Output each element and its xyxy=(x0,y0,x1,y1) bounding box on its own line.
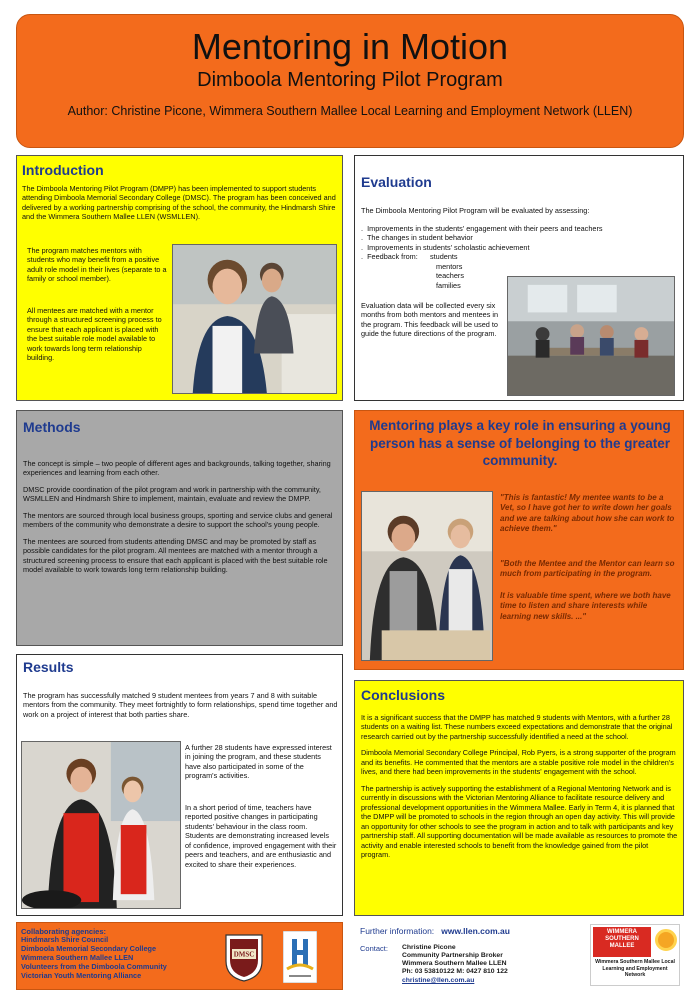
evaluation-item: . Feedback from: students xyxy=(361,252,458,262)
poster-header xyxy=(16,14,684,148)
conclusions-body xyxy=(361,713,679,867)
poster-subtitle: Dimboola Mentoring Pilot Program xyxy=(197,68,503,91)
methods-p3: The mentors are sourced through local business groups, sporting and service clubs and general members of the community who demonstrate a desire to support the school's young people. xyxy=(23,510,333,530)
llen-logo xyxy=(590,924,680,986)
agency-item: Victorian Youth Mentoring Alliance xyxy=(21,970,142,980)
contact-details xyxy=(402,944,508,985)
agencies-heading: Collaborating agencies: xyxy=(21,927,107,936)
agencies-panel xyxy=(16,922,343,990)
results-photo xyxy=(21,741,181,909)
intro-photo xyxy=(172,244,337,394)
introduction-panel xyxy=(16,155,343,401)
results-p3: In a short period of time, teachers have reported positive changes in participating students' behaviour in the class room. Students are demonstrating increased levels of confidence, improved engagement with their peers and teachers, and are enthusiastic and excited to share their experiences. xyxy=(185,803,337,869)
website-link[interactable]: www.llen.com.au xyxy=(441,926,510,936)
contact-email[interactable]: christine@llen.com.au xyxy=(402,976,475,984)
results-panel xyxy=(16,654,343,916)
poster-title: Mentoring in Motion xyxy=(191,26,509,67)
llen-logo-line1: WIMMERA xyxy=(607,929,637,935)
feedback-item: families xyxy=(436,280,461,290)
poster-author: Author: Christine Picone, Wimmera Southern Mallee Local Learning and Employment Network (LLEN) xyxy=(67,103,633,118)
contact-phone: Ph: 03 53810122 M: 0427 810 122 xyxy=(402,968,508,976)
methods-heading: Methods xyxy=(23,419,81,435)
results-p1: The program has successfully matched 9 student mentees from years 7 and 8 with suitable mentors from the community. They meet fortnightly to form relationships, spend time together and work on a project of interest that both parties share. xyxy=(23,691,338,719)
further-info-label: Further information: xyxy=(360,926,435,936)
llen-sun-icon xyxy=(655,929,677,951)
dmsc-logo xyxy=(222,931,266,983)
feedback-item: teachers xyxy=(436,271,464,281)
llen-logo-block xyxy=(593,927,651,957)
contact-name: Christine Picone xyxy=(402,944,456,951)
introduction-heading: Introduction xyxy=(22,162,104,178)
evaluation-panel xyxy=(354,155,684,401)
methods-p2: DMSC provide coordination of the pilot program and work in partnership with the community, WSMLLEN and Hindmarsh Shire to implement, maintain, evaluate and review the DMPP. xyxy=(23,484,321,504)
results-heading: Results xyxy=(23,659,74,675)
agency-item: Dimboola Memorial Secondary College xyxy=(21,943,157,953)
evaluation-item: . Improvements in students' scholastic achievement xyxy=(361,242,530,252)
evaluation-photo xyxy=(507,276,675,396)
further-info xyxy=(360,926,510,936)
contact-org: Wimmera Southern Mallee LLEN xyxy=(402,960,507,968)
conclusions-p1: It is a significant success that the DMPP has matched 9 students with Mentors, with a further 28 students on a waiting list. These numbers exceed expectations and demonstrate that the original research carried out by the partnership successfully identified a need at the school. xyxy=(361,713,673,741)
evaluation-item: . Improvements in the students' engagement with their peers and teachers xyxy=(361,224,603,233)
conclusions-p2: Dimboola Memorial Secondary College Principal, Rob Pyers, is a strong supporter of the program and its benefits. He commented that the mentors are a stable positive role model in the children's lives, and there had been improvements in the students' engagement with the school. xyxy=(361,748,676,777)
conclusions-panel xyxy=(354,680,684,916)
llen-logo-line3: MALLEE xyxy=(609,943,635,950)
contact-label: Contact: xyxy=(360,944,388,953)
conclusions-p3: The partnership is actively supporting the establishment of a Regional Mentoring Network and is currently in discussions with the Victorian Mentoring Alliance to facilitate resource delivery and professional development opportunities in the Wimmera Mallee. Early in Term 4, it is planned that the DMPP will be promoted to schools in the region through an open day activity. This will provide an opportunity for other schools to see the program in action and to talk with participants and key partnership staff. All supporting documentation will be made available as resources to promote the activity and enable interested schools to benefit from the knowledge gained from the pilot program. xyxy=(361,783,678,860)
methods-p1: The concept is simple – two people of different ages and backgrounds, talking together, sharing experiences and learning from each other. xyxy=(23,459,331,478)
hindmarsh-logo xyxy=(283,931,317,983)
feedback-item: mentors xyxy=(436,261,463,271)
agencies-list xyxy=(21,936,167,980)
evaluation-p2: Evaluation data will be collected every six months from both mentors and mentees in the program. This feedback will be used to guide the future directions of the program. xyxy=(361,301,499,339)
agency-item: Wimmera Southern Mallee LLEN xyxy=(21,952,134,962)
llen-logo-caption: Wimmera Southern Mallee Local Learning and Employment Network xyxy=(595,959,675,978)
llen-logo-line2: SOUTHERN xyxy=(605,936,639,943)
keyrole-heading: Mentoring plays a key role in ensuring a young person has a sense of belonging to the greater community. xyxy=(369,418,671,469)
agency-item: Volunteers from the Dimboola Community xyxy=(21,961,167,971)
introduction-p3: All mentees are matched with a mentor through a structured screening process to ensure that each applicant is placed with the best suitable role model available to work towards long term relationship building. xyxy=(27,306,162,363)
keyrole-quote-2: "Both the Mentee and the Mentor can learn so much from participating in the program. xyxy=(500,559,675,579)
keyrole-photo xyxy=(361,491,493,661)
keyrole-quote-3: It is valuable time spent, where we both have time to listen and share interests while learning new skills. ..." xyxy=(500,591,671,621)
evaluation-intro: The Dimboola Mentoring Pilot Program will be evaluated by assessing: xyxy=(361,206,590,215)
methods-panel xyxy=(16,410,343,646)
dmsc-logo-text: DMSC xyxy=(233,950,255,959)
keyrole-quote-1: "This is fantastic! My mentee wants to be a Vet, so I have got her to write down her goals and we are talking about how she can work to achieve them." xyxy=(500,493,675,534)
agency-item: Hindmarsh Shire Council xyxy=(21,935,109,944)
contact-panel xyxy=(354,922,684,990)
keyrole-panel xyxy=(354,410,684,670)
conclusions-heading: Conclusions xyxy=(361,687,446,703)
methods-p4: The mentees are sourced from students attending DMSC and may be promoted by staff as possible candidates for the pilot program. All mentees are matched with a mentor through a structured screening process to ensure that each applicant is placed with the best suitable role model available to work towards long term relationship building. xyxy=(23,536,328,575)
evaluation-heading: Evaluation xyxy=(361,174,432,190)
results-p2: A further 28 students have expressed interest in joining the program, and these students have also participated in some of the program's activities. xyxy=(185,743,332,781)
contact-role: Community Partnership Broker xyxy=(402,952,503,960)
methods-body xyxy=(23,459,338,582)
introduction-p1: The Dimboola Mentoring Pilot Program (DMPP) has been implemented to support students attending Dimboola Memorial Secondary College (DMSC). The program has been conceived and delivered by a working partnership comprising of the school, the community, the Hindmarsh Shire and the Wimmera Southern Mallee LLEN (WSMLLEN). xyxy=(22,184,336,222)
evaluation-item: . The changes in student behavior xyxy=(361,233,473,243)
introduction-p2: The program matches mentors with students who may benefit from a positive adult role model in their lives (separate to a family or school member). xyxy=(27,246,167,284)
